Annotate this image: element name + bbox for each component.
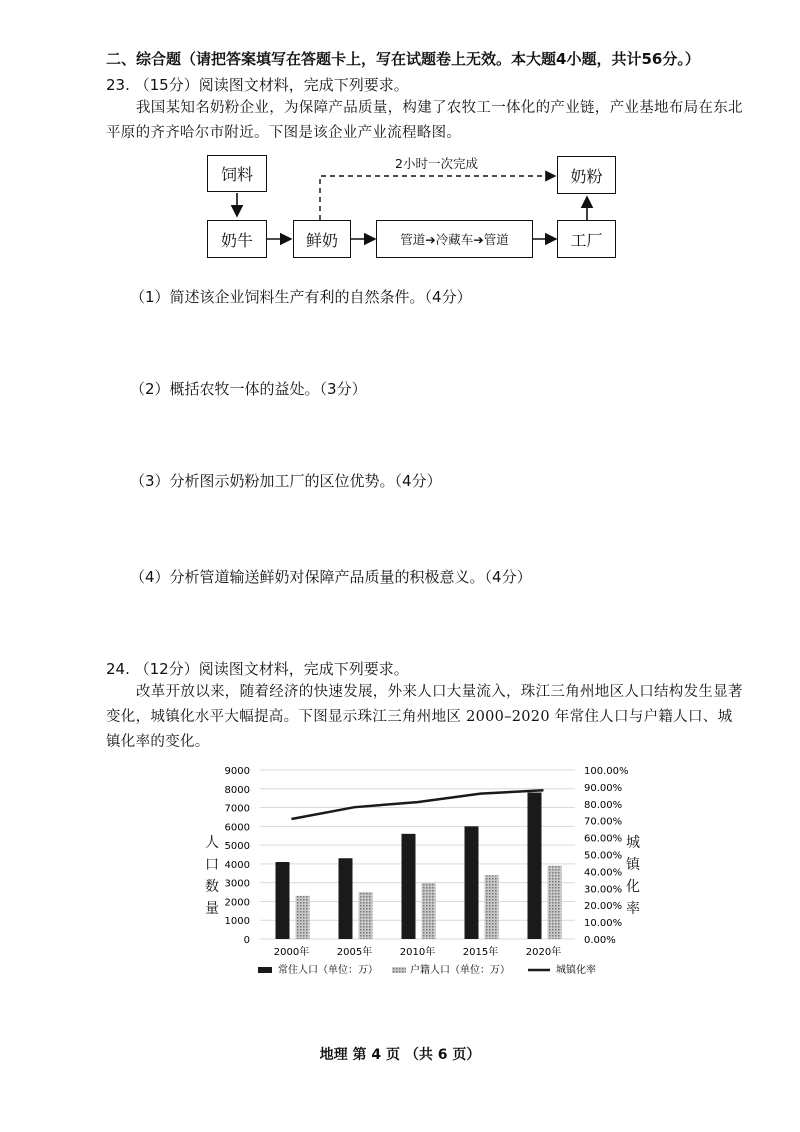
y-tick-label: 4000 bbox=[224, 859, 250, 871]
bar-registered-population bbox=[422, 883, 436, 939]
y2-tick-label: 20.00% bbox=[584, 901, 623, 913]
dashed-arrow-milk-to-powder bbox=[320, 176, 555, 220]
flow-box-feed: 饲料 bbox=[207, 155, 267, 192]
q23-sub-question-4: （4）分析管道输送鲜奶对保障产品质量的积极意义。（4分） bbox=[130, 568, 532, 586]
y-tick-label: 3000 bbox=[224, 878, 250, 890]
x-tick-label: 2020年 bbox=[525, 947, 562, 958]
population-chart bbox=[0, 755, 800, 995]
y2-tick-label: 50.00% bbox=[584, 850, 623, 862]
y2-tick-label: 60.00% bbox=[584, 833, 623, 845]
y-tick-label: 5000 bbox=[224, 841, 250, 853]
urbanization-rate-line bbox=[292, 790, 544, 819]
y2-tick-label: 0.00% bbox=[584, 935, 616, 946]
legend-swatch-resident bbox=[258, 967, 272, 973]
bar-resident-population bbox=[339, 858, 353, 939]
bar-registered-population bbox=[548, 866, 562, 939]
y-tick-label: 6000 bbox=[224, 822, 250, 834]
y2-tick-label: 100.00% bbox=[584, 766, 629, 777]
q23-sub-question-1: （1）简述该企业饲料生产有利的自然条件。（4分） bbox=[130, 288, 472, 306]
y-tick-label: 7000 bbox=[224, 803, 250, 815]
q23-sub-question-3: （3）分析图示奶粉加工厂的区位优势。（4分） bbox=[130, 472, 442, 490]
y2-tick-label: 90.00% bbox=[584, 782, 623, 794]
y2-axis-label: 城镇化率 bbox=[626, 835, 640, 917]
q23-heading: 23. （15分）阅读图文材料，完成下列要求。 bbox=[106, 76, 409, 94]
bar-resident-population bbox=[465, 826, 479, 939]
dashed-arrow-label: 2小时一次完成 bbox=[395, 156, 478, 171]
y2-tick-label: 40.00% bbox=[584, 867, 623, 879]
bar-registered-population bbox=[296, 896, 310, 939]
y2-tick-label: 10.00% bbox=[584, 918, 623, 930]
flow-box-cow: 奶牛 bbox=[207, 220, 267, 258]
bar-registered-population bbox=[485, 875, 499, 939]
q24-heading: 24. （12分）阅读图文材料，完成下列要求。 bbox=[106, 660, 409, 678]
page-footer: 地理 第 4 页 （共 6 页） bbox=[319, 1047, 481, 1063]
bar-resident-population bbox=[402, 834, 416, 939]
y-tick-label: 2000 bbox=[224, 897, 250, 909]
y-tick-label: 8000 bbox=[224, 784, 250, 796]
section-title: 二、综合题（请把答案填写在答题卡上，写在试题卷上无效。本大题4小题，共计56分。） bbox=[106, 50, 700, 68]
flow-box-powder: 奶粉 bbox=[557, 156, 616, 194]
y-tick-label: 0 bbox=[243, 935, 250, 946]
q23-sub-question-2: （2）概括农牧一体的益处。（3分） bbox=[130, 380, 367, 398]
bar-registered-population bbox=[359, 892, 373, 939]
y-tick-label: 9000 bbox=[224, 766, 250, 777]
x-tick-label: 2005年 bbox=[336, 947, 373, 958]
legend-label-registered: 户籍人口（单位：万） bbox=[410, 965, 510, 976]
flow-box-factory: 工厂 bbox=[557, 220, 616, 258]
q24-intro: 改革开放以来，随着经济的快速发展，外来人口大量流入，珠江三角州地区人口结构发生显著变化，城镇化水平大幅提高。下图显示珠江三角州地区 2000–2020 年常住人口与户籍人口、城镇化率的变化。 bbox=[106, 684, 743, 750]
y2-tick-label: 70.00% bbox=[584, 816, 623, 828]
flow-box-transport: 管道➔冷藏车➔管道 bbox=[376, 220, 533, 258]
x-tick-label: 2015年 bbox=[462, 947, 499, 958]
bar-resident-population bbox=[528, 793, 542, 939]
y2-tick-label: 80.00% bbox=[584, 799, 623, 811]
x-tick-label: 2000年 bbox=[273, 947, 310, 958]
x-tick-label: 2010年 bbox=[399, 947, 436, 958]
legend-swatch-registered bbox=[392, 967, 406, 973]
legend-label-resident: 常住人口（单位：万） bbox=[278, 965, 378, 976]
bar-resident-population bbox=[276, 862, 290, 939]
flow-box-milk: 鲜奶 bbox=[293, 220, 351, 258]
y2-tick-label: 30.00% bbox=[584, 884, 623, 896]
legend-label-urbanization: 城镇化率 bbox=[556, 965, 596, 976]
y-axis-label: 人口数量 bbox=[205, 835, 219, 917]
q23-intro: 我国某知名奶粉企业，为保障产品质量，构建了农牧工一体化的产业链，产业基地布局在东北平原的齐齐哈尔市附近。下图是该企业产业流程略图。 bbox=[106, 100, 743, 141]
y-tick-label: 1000 bbox=[224, 916, 250, 928]
